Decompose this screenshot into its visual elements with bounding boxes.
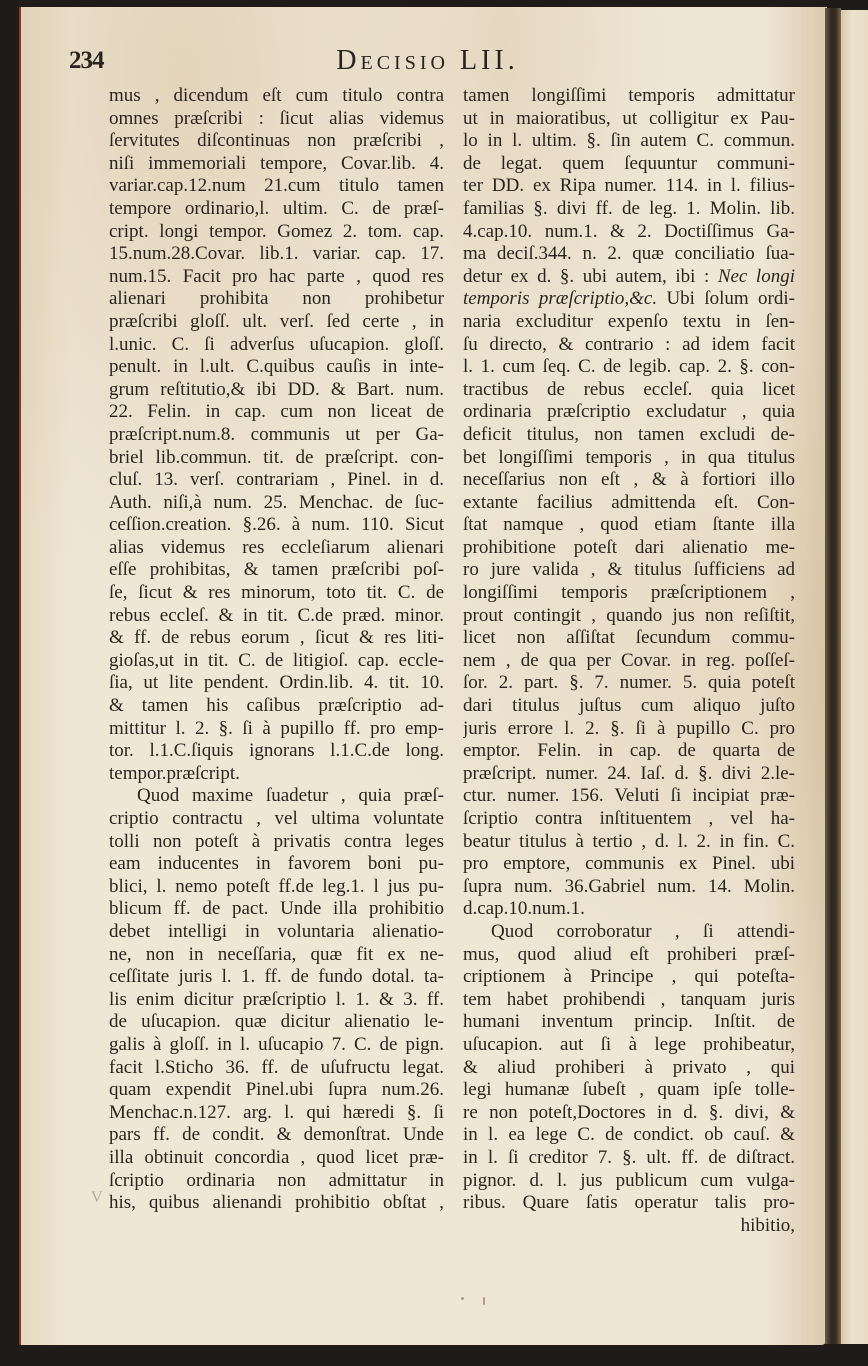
text-line [463,785,795,808]
text-line [463,989,795,1012]
text-line [463,288,795,311]
text-line [109,356,444,379]
text-line [109,424,444,447]
line-text: num.15. Facit pro hac parte , quod res [109,265,444,287]
text-line [109,831,444,854]
line-text: ſcriptio ordinaria non admittatur in [109,1169,444,1191]
line-text: ut in maioratibus, ut colligitur ex Pau- [463,107,795,129]
text-line [463,718,795,741]
line-text: gioſas,ut in tit. C. de litigioſ. cap. eccle- [109,649,444,671]
text-line [463,1102,795,1125]
line-text: uſucapion. aut ſi à lege prohibeatur, [463,1033,795,1055]
line-text: ſor. 2. part. §. 7. numer. 5. quia poteſt [463,672,795,694]
line-text: cluſ. 13. verſ. contrariam , Pinel. in d. [109,469,444,491]
text-line [109,130,444,153]
text-line [109,627,444,650]
text-line [109,966,444,989]
line-text: deficit titulus, non tamen excludi de- [463,423,795,445]
text-line [109,153,444,176]
book-gutter [825,8,841,1344]
text-line [463,876,795,899]
line-text: eſſe prohibitas, & tamen præſcribi poſ- [109,559,444,581]
line-text: tolli non poteſt à privatis contra leges [109,830,444,852]
text-line [463,447,795,470]
line-text: ma deciſ.344. n. 2. quæ conciliatio ſua- [463,243,795,265]
line-text: alias videmus res eccleſiarum alienari [109,536,444,558]
line-text: lo in l. ultim. §. ſin autem C. commun. [463,130,795,152]
text-line [109,876,444,899]
line-text: Quod corroboratur , ſi attendi- [491,920,795,942]
text-line [463,1170,795,1193]
text-line [109,785,444,808]
text-line [463,537,795,560]
line-text: l. 1. cum ſeq. C. de legib. cap. 2. §. con- [463,356,795,378]
line-text: alienari prohibita non prohibetur [109,288,444,310]
line-text: re non poteſt,Doctores in d. §. divi, & [463,1101,795,1123]
line-text: hibitio, [740,1214,795,1236]
line-text: ſu directo, & contrario : ad idem facit [463,333,795,355]
line-text: nem , de qua per Covar. in reg. poſſeſ- [463,649,795,671]
line-text: bet longiſſimi temporis , in qua titulus [463,446,795,468]
text-line [463,808,795,831]
line-text: prout contingit , quando jus non reſiſtit, [463,604,795,626]
line-text: ſervitutes diſcontinuas non præſcribi , [109,130,444,152]
line-text: naria excluditur expenſo textu in ſen- [463,310,795,332]
line-text: blicum ff. de pact. Unde illa prohibitio [109,898,444,920]
text-line [463,492,795,515]
line-text: longiſſimi temporis præſcriptionem , [463,582,795,604]
text-line [463,1011,795,1034]
line-text: cript. longi tempor. Gomez 2. tom. cap. [109,220,444,242]
line-text: emptor. Felin. in cap. de quarta de [463,740,795,762]
text-line [109,311,444,334]
text-line [463,108,795,131]
line-text: ſupra num. 36.Gabriel num. 14. Molin. [463,875,795,897]
line-text: briel lib.commun. tit. de præſcript. con- [109,446,444,468]
text-line [109,989,444,1012]
text-line [463,153,795,176]
text-line [109,695,444,718]
text-line [463,85,795,108]
line-text: & aliud prohiberi à privato , qui [463,1056,795,1078]
line-text: ceſſitate juris l. 1. ff. de fundo dotal. ta- [109,966,444,988]
text-line [109,401,444,424]
line-text: his, quibus alienandi prohibitio obſtat , [109,1192,444,1214]
line-text: in l. ea lege C. de condict. ob cauſ. & [463,1124,795,1146]
line-text: ter DD. ex Ripa numer. 114. in l. filius- [463,175,795,197]
paper-speck [483,1297,485,1305]
line-text: eam inducentes in favorem boni pu- [109,853,444,875]
line-text: & tamen his caſibus præſcriptio ad- [109,695,444,717]
line-text: mus, quod aliud eſt prohiberi præſ- [463,943,795,965]
line-text: tem habet prohibendi , tanquam juris [463,988,795,1010]
text-line [109,1011,444,1034]
text-line [109,266,444,289]
text-line [109,740,444,763]
text-line [109,243,444,266]
line-text: pro emptore, communis ex Pinel. ubi [463,853,795,875]
line-text: tractibus de rebus eccleſ. quia licet [463,378,795,400]
line-text: illa obtinuit concordia , quod licet præ- [109,1146,444,1168]
text-line [463,1079,795,1102]
line-text: mus , dicendum eſt cum titulo contra [109,85,444,106]
left-text-column [109,85,444,1215]
line-text: neceſſarius non eſt , & à fortiori illo [463,469,795,491]
text-line [463,1192,795,1215]
text-line [463,1034,795,1057]
signature-mark: V [91,1189,103,1206]
text-line [463,379,795,402]
line-text: penult. in l.ult. C.quibus cauſis in inte- [109,356,444,378]
line-text: extante facilius admittenda eſt. Con- [463,491,795,513]
line-text: & ff. de rebus eorum , ſicut & res liti- [109,627,444,649]
text-line [463,853,795,876]
text-line [463,221,795,244]
line-text: mittitur l. 2. §. ſi à pupillo ff. pro emp- [109,717,444,739]
line-text: ſe, ſicut & res minorum, toto tit. C. de [109,582,444,604]
line-text: præſcript. numer. 24. Iaſ. d. §. divi 2.le- [463,762,795,784]
line-text: ordinaria præſcriptio excludatur , quia [463,401,795,423]
line-text: familias §. divi ff. de leg. 1. Molin. lib. [463,197,795,219]
line-text: detur ex d. §. ubi autem, ibi : [463,265,718,287]
text-line [463,966,795,989]
text-line [463,1215,795,1238]
text-line [463,627,795,650]
line-text: præſcript.num.8. communis ut per Ga- [109,423,444,445]
line-text: 22. Felin. in cap. cum non liceat de [109,401,444,423]
text-line [463,1124,795,1147]
line-text: ſtat namque , quod etiam ſtante illa [463,514,795,536]
text-line [109,1170,444,1193]
line-text: Ubi ſolum ordi- [657,288,795,310]
line-text: quam expendit Pinel.ubi ſupra num.26. [109,1079,444,1101]
line-text: criptionem à Principe , qui poteſta- [463,966,795,988]
line-text: galis à gloſſ. in l. uſucapio 7. C. de pign. [109,1033,444,1055]
line-text: Auth. niſi,à num. 25. Menchac. de ſuc- [109,491,444,513]
line-text: 4.cap.10. num.1. & 2. Doctiſſimus Ga- [463,220,795,242]
text-line [463,266,795,289]
text-line [109,1079,444,1102]
text-line [109,1057,444,1080]
text-line [109,1034,444,1057]
text-line [109,379,444,402]
text-line [109,763,444,786]
text-line [109,808,444,831]
text-line [109,853,444,876]
italic-quote: Nec longi [717,265,795,287]
text-line [463,130,795,153]
line-text: pars ff. de condit. & demonſtrat. Unde [109,1124,444,1146]
text-line [463,356,795,379]
text-line [109,288,444,311]
line-text: omnes præſcribi : ſicut alias videmus [109,107,444,129]
text-line [109,1124,444,1147]
text-line [463,243,795,266]
text-line [109,1192,444,1215]
text-line [109,492,444,515]
text-line [109,221,444,244]
line-text: lis enim dicitur præſcriptio l. 1. & 3. ff. [109,988,444,1010]
text-line [109,334,444,357]
italic-quote: temporis præſcriptio,&c. [463,288,658,310]
text-line [109,944,444,967]
line-text: l.unic. C. ſi adverſus uſucapion. gloſſ. [109,333,444,355]
line-text: blici, l. nemo poteſt ff.de leg.1. l jus pu- [109,875,444,897]
text-line [109,469,444,492]
text-line [109,1147,444,1170]
book-page [21,7,827,1345]
line-text: in l. ſi creditor 7. §. ult. ff. de diſtract. [463,1146,795,1168]
text-line [109,447,444,470]
text-line [463,175,795,198]
line-text: ribus. Quare ſatis operatur talis pro- [463,1192,795,1214]
line-text: tor. l.1.C.ſiquis ignorans l.1.C.de long. [109,740,444,762]
text-line [463,831,795,854]
line-text: juris errore l. 2. §. ſi à pupillo C. pro [463,717,795,739]
line-text: grum reſtitutio,& ibi DD. & Bart. num. [109,378,444,400]
text-line [463,311,795,334]
text-line [463,1057,795,1080]
line-text: prohibitione poteſt dari alienatio me- [463,536,795,558]
line-text: pignor. d. l. jus publicum cum vulga- [463,1169,795,1191]
text-line [109,175,444,198]
text-line [109,108,444,131]
text-line [463,740,795,763]
text-line [463,605,795,628]
text-line [109,921,444,944]
text-line [463,424,795,447]
line-text: ſia, ut lite pendent. Ordin.lib. 4. tit. 10. [109,672,444,694]
text-line [463,1147,795,1170]
text-line [463,944,795,967]
text-line [109,514,444,537]
line-text: licet non aſſiſtat ſecundum commu- [463,627,795,649]
text-line [109,718,444,741]
line-text: debet intelligi in voluntaria alienatio- [109,920,444,942]
text-line [109,537,444,560]
page-header [45,45,810,85]
text-line [463,672,795,695]
line-text: criptio contractu , vel ultima voluntate [109,808,444,829]
text-line [463,198,795,221]
line-text: tempore ordinario,l. ultim. C. de præſ- [109,197,444,219]
line-text: niſi immemoriali tempore, Covar.lib. 4. [109,152,444,174]
text-line [463,898,795,921]
text-line [109,559,444,582]
line-text: præſcribi gloſſ. ult. verſ. ſed certe , in [109,310,444,332]
line-text: tamen longiſſimi temporis admittatur [463,85,795,106]
text-line [463,514,795,537]
line-text: ſcriptio contra inſtituentem , vel ha- [463,808,795,829]
text-line [463,559,795,582]
paper-speck [461,1297,464,1300]
text-line [463,334,795,357]
line-text: 15.num.28.Covar. lib.1. variar. cap. 17. [109,243,444,265]
text-line [109,605,444,628]
text-line [109,582,444,605]
line-text: Quod maxime ſuadetur , quia præſ- [137,785,444,807]
right-text-column [463,85,795,1237]
line-text: variar.cap.12.num 21.cum titulo tamen [109,175,444,197]
text-line [463,469,795,492]
text-line [463,582,795,605]
page-number: 234 [69,47,104,74]
line-text: beatur titulus à tertio , d. l. 2. in fin. C. [463,830,795,852]
line-text: ctur. numer. 156. Veluti ſi incipiat præ- [463,785,795,807]
text-line [109,198,444,221]
text-line [109,650,444,673]
line-text: legi humanæ ſubeſt , quam ipſe tolle- [463,1079,795,1101]
line-text: ne, non in neceſſaria, quæ fit ex ne- [109,943,444,965]
line-text: ceſſion.creation. §.26. à num. 110. Sicut [109,514,444,536]
text-line [109,85,444,108]
text-line [463,763,795,786]
line-text: de legat. quem ſequuntur communi- [463,152,795,174]
line-text: tempor.præſcript. [109,762,240,784]
line-text: Menchac.n.127. arg. l. qui hæredi §. ſi [109,1101,444,1123]
line-text: rebus eccleſ. & in tit. C.de præd. minor. [109,604,444,626]
next-page-edge [841,10,868,1344]
running-head: Decisio LII. [336,45,519,76]
text-line [109,1102,444,1125]
text-line [463,921,795,944]
line-text: ro jure valida , & titulus ſufficiens ad [463,559,795,581]
text-line [463,401,795,424]
line-text: de uſucapion. quæ dicitur alienatio le- [109,1011,444,1033]
line-text: d.cap.10.num.1. [463,898,585,920]
line-text: humani inventum princip. Inſtit. de [463,1011,795,1033]
text-line [463,695,795,718]
text-line [109,898,444,921]
line-text: dari titulus juſtus cum aliquo juſto [463,695,795,717]
text-line [109,672,444,695]
line-text: facit l.Sticho 36. ff. de uſufructu legat. [109,1056,444,1078]
text-line [463,650,795,673]
